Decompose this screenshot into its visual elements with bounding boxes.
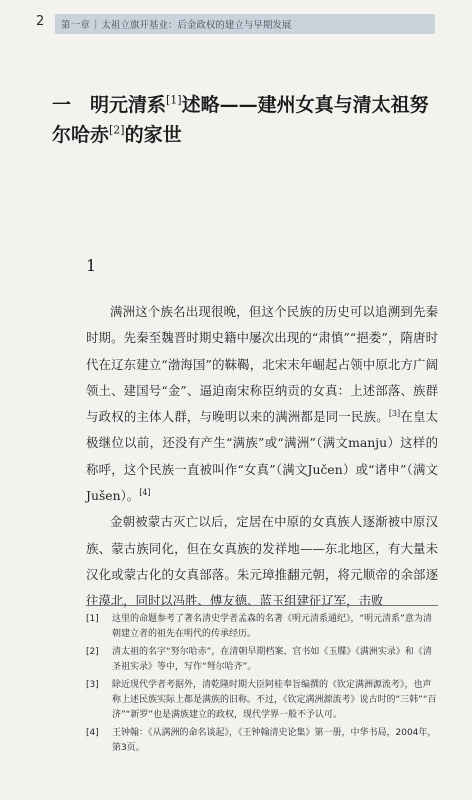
- footnote-text: 清太祖的名字“努尔哈赤”，在清朝早期档案、官书如《玉牒》《满洲实录》和《清圣祖实录》等中，写作“弩尔哈齐”。: [112, 647, 432, 672]
- chapter-label: 第一章: [61, 20, 91, 31]
- body-text: [86, 299, 438, 615]
- footnotes: [86, 605, 438, 759]
- header-separator: |: [94, 18, 98, 30]
- paragraph: [86, 509, 438, 614]
- running-header: [0, 14, 472, 40]
- footnote-ref-1[interactable]: [1]: [166, 93, 182, 107]
- chapter-title: 太祖立旗开基业：后金政权的建立与早期发展: [101, 20, 292, 31]
- footnote-ref-4[interactable]: [4]: [139, 487, 151, 497]
- footnote-ref-2[interactable]: [2]: [109, 123, 125, 137]
- footnote-ref-3[interactable]: [3]: [388, 409, 401, 419]
- footnote: [86, 612, 438, 642]
- footnote-mark: [3]: [86, 680, 99, 690]
- subsection-number: 1: [86, 256, 97, 275]
- footnote-text: 除近现代学者考据外，清乾隆时期大臣阿桂奉旨编撰的《钦定满洲源流考》，也声称上述民族实际上都是满族的旧称。不过，《钦定满洲源流考》说古时的“三韩”“百济”“新罗”也是满族建立的政权，现代学界一般不予认可。: [112, 680, 437, 720]
- footnote-text: 这里的命题参考了著名清史学者孟森的名著《明元清系通纪》，“明元清系”意为清朝建立者的祖先在明代的传承经历。: [112, 614, 432, 639]
- section-title: [52, 90, 432, 150]
- header-bar: [55, 14, 435, 34]
- paragraph-text: 在皇太极继位以前，还没有产生“满族”或“满洲”（满文manju）这样的称呼，这个民族一直被叫作“女真”（满文Jučen）或“诸申”（满文Jušen）。: [86, 409, 439, 504]
- paragraph-text: 金朝被蒙古灭亡以后，定居在中原的女真族人逐渐被中原汉族、蒙古族同化，但在女真族的发祥地——东北地区，有大量未汉化或蒙古化的女真部落。朱元璋推翻元朝，将元顺帝的余部逐往漠北，同时以冯胜、傅友德、蓝玉组建征辽军，击败: [86, 514, 438, 609]
- footnote-mark: [1]: [86, 614, 99, 624]
- paragraph-text: 满洲这个族名出现很晚，但这个民族的历史可以追溯到先秦时期。先秦至魏晋时期史籍中屡次出现的“肃慎”“挹娄”，隋唐时代在辽东建立“渤海国”的靺鞨，北宋末年崛起占领中原北方广阔领土、建国号“金”、逼迫南宋称臣纳贡的女真：上述部落、族群与政权的主体人群，与晚明以来的满洲都是同一民族。: [86, 304, 438, 425]
- page-number: 2: [36, 14, 45, 29]
- footnote: [86, 726, 438, 756]
- footnote-mark: [4]: [86, 728, 99, 738]
- footnote-mark: [2]: [86, 647, 99, 657]
- paragraph: [86, 299, 438, 509]
- section-title-part1: 一 明元清系: [52, 94, 167, 116]
- section-title-part3: 的家世: [124, 124, 182, 146]
- footnote: [86, 678, 438, 723]
- section-title-part2: 述略——建州女真与清太祖努尔哈赤: [52, 94, 429, 146]
- footnote-text: 王钟翰：《从满洲的命名谈起》，《王钟翰清史论集》第一册，中华书局，2004年，第3页。: [112, 728, 437, 753]
- footnote: [86, 645, 438, 675]
